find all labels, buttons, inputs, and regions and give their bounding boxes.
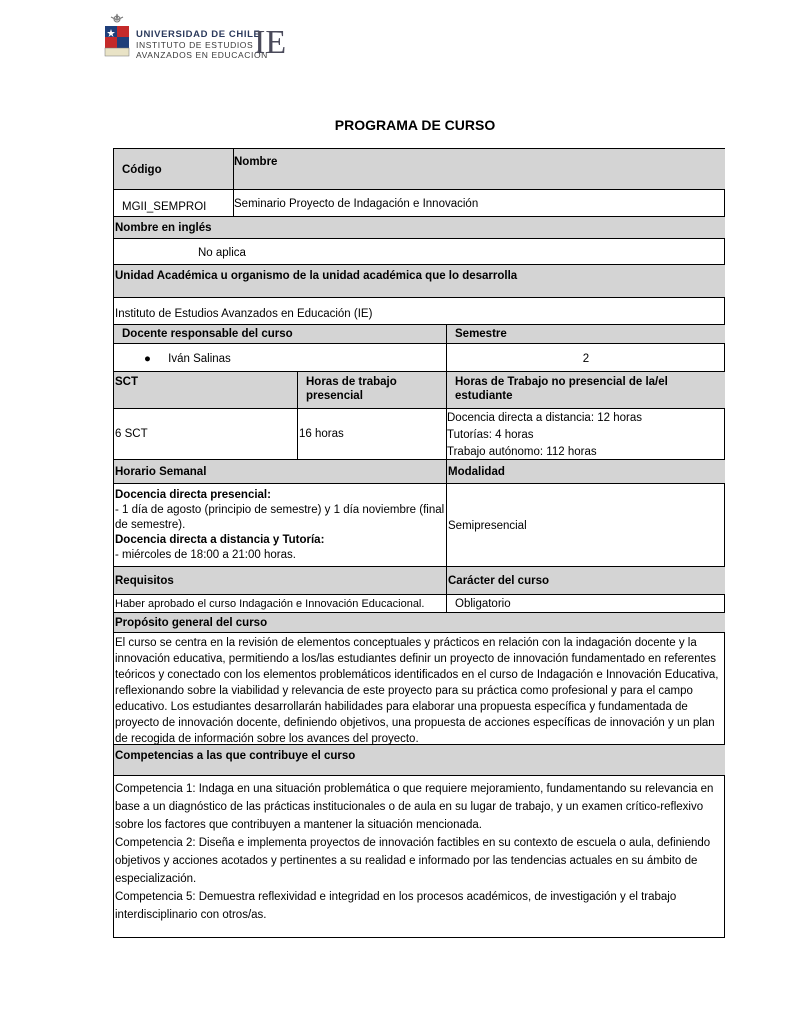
row-divider [114,594,725,595]
row-divider [114,744,725,745]
horario-value [114,484,446,566]
horario-label: Horario Semanal [114,460,446,483]
horario-distancia-heading: Docencia directa a distancia y Tutoría: [115,534,325,546]
horario-presencial-heading: Docencia directa presencial: [115,489,271,501]
competencias-value [114,776,725,936]
competencia-1: Competencia 1: Indaga en una situación problemática o que requiere mejoramiento, fundamentando su relevancia en base a un diagnóstico de las prácticas institucionales o de aula en su lugar de trabajo, y un examen crítico-reflexivo sobre los factores que contribuyen a mantener la situación mencionada. [115,783,714,831]
university-crest-icon [104,12,130,60]
nombre-label: Nombre [233,149,725,189]
document-title: PROGRAMA DE CURSO [334,117,496,133]
university-logo [104,12,294,62]
competencia-5: Competencia 5: Demuestra reflexividad e integridad en los procesos académicos, de investigación y el trabajo interdisciplinario con otros/as. [115,891,677,921]
horas-presencial-value: 16 horas [299,428,344,440]
sct-value: 6 SCT [115,428,148,440]
unidad-label: Unidad Académica u organismo de la unidad académica que lo desarrolla [114,265,725,297]
unidad-value: Instituto de Estudios Avanzados en Educación (IE) [115,308,373,320]
no-presencial-line-1: Docencia directa a distancia: 12 horas [447,412,642,424]
requisitos-value: Haber aprobado el curso Indagación e Innovación Educacional. [115,598,425,610]
horas-no-presencial-value [447,409,725,459]
row-divider [114,343,725,344]
row-divider [114,632,725,633]
horas-no-presencial-label: Horas de Trabajo no presencial de la/el estudiante [447,372,725,408]
column-divider [446,324,447,612]
logo-line-3: AVANZADOS EN EDUCACIÓN [136,50,268,60]
row-divider [114,566,725,567]
caracter-value: Obligatorio [455,598,511,610]
proposito-label: Propósito general del curso [114,613,725,632]
column-divider [297,371,298,459]
row-divider [114,216,725,217]
modalidad-value: Semipresencial [448,520,527,532]
no-presencial-line-3: Trabajo autónomo: 112 horas [447,446,597,458]
row-divider [114,408,725,409]
requisitos-label: Requisitos [114,567,446,594]
nombre-ingles-value: No aplica [198,247,246,259]
horario-presencial-text: - 1 día de agosto (principio de semestre) y 1 día noviembre (final de semestre). [115,504,445,531]
bullet-icon: ● [144,353,151,365]
docente-value: Iván Salinas [168,353,231,365]
row-divider [114,459,725,460]
nombre-ingles-label: Nombre en inglés [114,217,725,238]
row-divider [114,238,725,239]
row-divider [114,612,725,613]
semestre-value: 2 [582,353,590,365]
competencia-2: Competencia 2: Diseña e implementa proyectos de innovación factibles en su contexto de escuela o aula, definiendo objetivos y acciones acotados y pertinentes a su realidad e informado por las tendencias actuales en su ámbito de especialización. [115,837,711,885]
row-divider [114,189,725,190]
codigo-label: Código [114,149,233,189]
row-divider [114,371,725,372]
row-divider [114,775,725,776]
nombre-value: Seminario Proyecto de Indagación e Innovación [234,198,479,210]
caracter-label: Carácter del curso [447,567,725,594]
logo-line-1: UNIVERSIDAD DE CHILE [136,29,261,40]
sct-label: SCT [114,372,297,408]
row-divider [114,483,725,484]
course-program-table [113,148,725,938]
docente-label: Docente responsable del curso [114,325,446,343]
semestre-label: Semestre [447,325,725,343]
logo-line-2: INSTITUTO DE ESTUDIOS [136,40,254,50]
row-divider [114,297,725,298]
docente-value-cell [114,344,446,371]
horario-distancia-text: - miércoles de 18:00 a 21:00 horas. [115,549,296,561]
row-divider [114,264,725,265]
no-presencial-line-2: Tutorías: 4 horas [447,429,534,441]
horas-presencial-label: Horas de trabajo presencial [298,372,446,408]
ie-logo-mark: IE [254,24,287,61]
modalidad-label: Modalidad [447,460,725,483]
row-divider [114,324,725,325]
column-divider [233,149,234,216]
logo-text [136,30,268,60]
codigo-value: MGII_SEMPROI [122,201,207,213]
proposito-value: El curso se centra en la revisión de elementos conceptuales y prácticos en relación con la indagación docente y la innovación educativa, permitiendo a los/las estudiantes definir un proyecto de innovación fundamentado en referentes teóricos y conectado con los elementos problemáticos identificados en el curso de Indagación e Innovación Educativa, reflexionando sobre la viabilidad y relevancia de este proyecto para su práctica como profesional y para el campo educativo. Los estudiantes desarrollarán habilidades para elaborar una propuesta específica y fundamentada de proyecto de innovación docente, definiendo objetivos, una propuesta de acciones específicas de innovación y un plan de recogida de información sobre los avances del proyecto. [115,637,719,744]
competencias-label: Competencias a las que contribuye el curso [114,745,725,775]
